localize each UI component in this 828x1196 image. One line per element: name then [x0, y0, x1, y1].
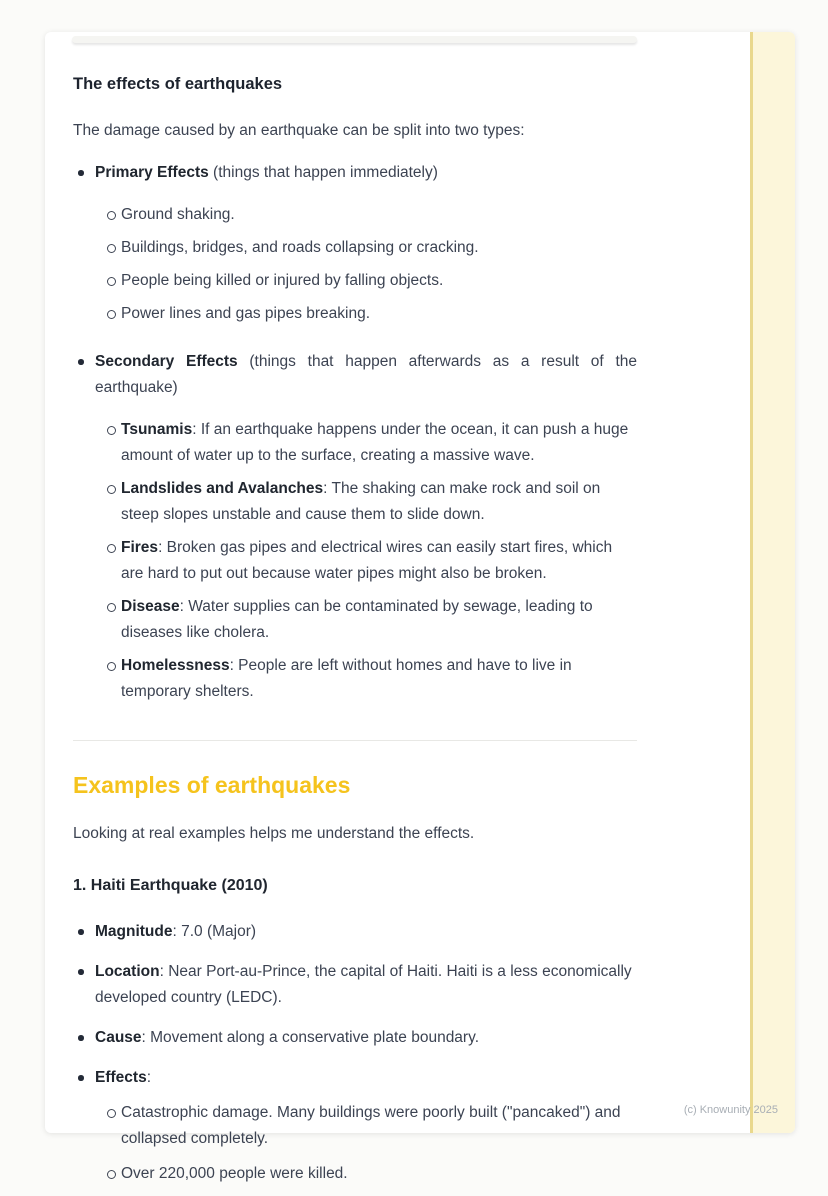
primary-effects-sublist: [95, 202, 637, 327]
list-item-text: Location: Near Port-au-Prince, the capital of Haiti. Haiti is a less economically developed country (LEDC).: [95, 963, 632, 1006]
list-item-location: [78, 959, 637, 1011]
list-item-text: Fires: Broken gas pipes and electrical wires can easily start fires, which are hard to put out because water pipes might also be broken.: [121, 539, 613, 582]
haiti-effects-sublist: [95, 1100, 637, 1187]
list-item-cause: [78, 1025, 637, 1051]
examples-heading: Examples of earthquakes: [73, 772, 351, 798]
list-item: People being killed or injured by falling objects.: [107, 268, 637, 294]
circle-bullet-icon: [107, 235, 121, 261]
circle-bullet-icon: [107, 535, 121, 587]
list-item-text: Disease: Water supplies can be contaminated by sewage, leading to diseases like cholera.: [121, 598, 593, 641]
section-divider: [73, 740, 637, 741]
list-item: [107, 594, 637, 646]
bullet-icon: [78, 160, 95, 334]
list-item: Power lines and gas pipes breaking.: [107, 301, 637, 327]
haiti-example-title: 1. Haiti Earthquake (2010): [73, 877, 268, 894]
list-item-text: Landslides and Avalanches: The shaking can make rock and soil on steep slopes unstable and cause them to slide down.: [121, 480, 601, 523]
list-item: [107, 476, 637, 528]
effects-intro: The damage caused by an earthquake can be split into two types:: [73, 122, 525, 139]
previous-block-edge: [72, 36, 637, 43]
bullet-icon: [78, 349, 95, 712]
list-item-text: Homelessness: People are left without homes and have to live in temporary shelters.: [121, 657, 572, 700]
bullet-icon: [78, 1065, 95, 1196]
document-page: [45, 32, 795, 1182]
secondary-effects-sublist: [95, 417, 637, 705]
watermark: (c) Knowunity 2025: [683, 1104, 778, 1116]
list-item-text: Primary Effects (things that happen immediately) Ground shaking. Buildings, bridges, and roads collapsing or cracking. People being killed or injured by falling objects. Power lines and gas pipes breaking.: [95, 160, 637, 334]
list-item-secondary-effects: [78, 349, 637, 712]
bullet-icon: [78, 919, 95, 945]
circle-bullet-icon: [107, 653, 121, 705]
document-content: [73, 32, 637, 1196]
list-item: Over 220,000 people were killed.: [107, 1161, 637, 1187]
bookmark-stripe: [750, 32, 795, 1133]
list-item: Ground shaking.: [107, 202, 637, 228]
effects-list: [73, 160, 637, 712]
circle-bullet-icon: [107, 594, 121, 646]
secondary-effects-lead: Secondary Effects (things that happen afterwards as a result of the earthquake): [95, 353, 637, 396]
list-item-text: [95, 349, 637, 712]
list-item: Catastrophic damage. Many buildings were poorly built ("pancaked") and collapsed completely.: [107, 1100, 637, 1152]
circle-bullet-icon: [107, 202, 121, 228]
list-item-text: Magnitude: 7.0 (Major): [95, 923, 257, 940]
circle-bullet-icon: [107, 301, 121, 327]
examples-intro: Looking at real examples helps me understand the effects.: [73, 825, 475, 842]
bullet-icon: [78, 959, 95, 1011]
circle-bullet-icon: [107, 417, 121, 469]
list-item-magnitude: [78, 919, 637, 945]
list-item-text: Cause: Movement along a conservative plate boundary.: [95, 1029, 479, 1046]
list-item-effects: [78, 1065, 637, 1196]
list-item: [107, 653, 637, 705]
circle-bullet-icon: [107, 268, 121, 294]
list-item: [107, 535, 637, 587]
list-item-primary-effects: [78, 160, 637, 334]
list-item-text: Effects: Catastrophic damage. Many buildings were poorly built ("pancaked") and collapsed completely. Over 220,000 people were killed.: [95, 1065, 637, 1196]
bullet-icon: [78, 1025, 95, 1051]
circle-bullet-icon: [107, 1161, 121, 1187]
effects-heading: The effects of earthquakes: [73, 75, 283, 93]
circle-bullet-icon: [107, 476, 121, 528]
list-item-text: Tsunamis: If an earthquake happens under the ocean, it can push a huge amount of water up to the surface, creating a massive wave.: [121, 421, 629, 464]
circle-bullet-icon: [107, 1100, 121, 1152]
list-item: [107, 417, 637, 469]
list-item: Buildings, bridges, and roads collapsing or cracking.: [107, 235, 637, 261]
haiti-facts-list: [73, 919, 637, 1196]
